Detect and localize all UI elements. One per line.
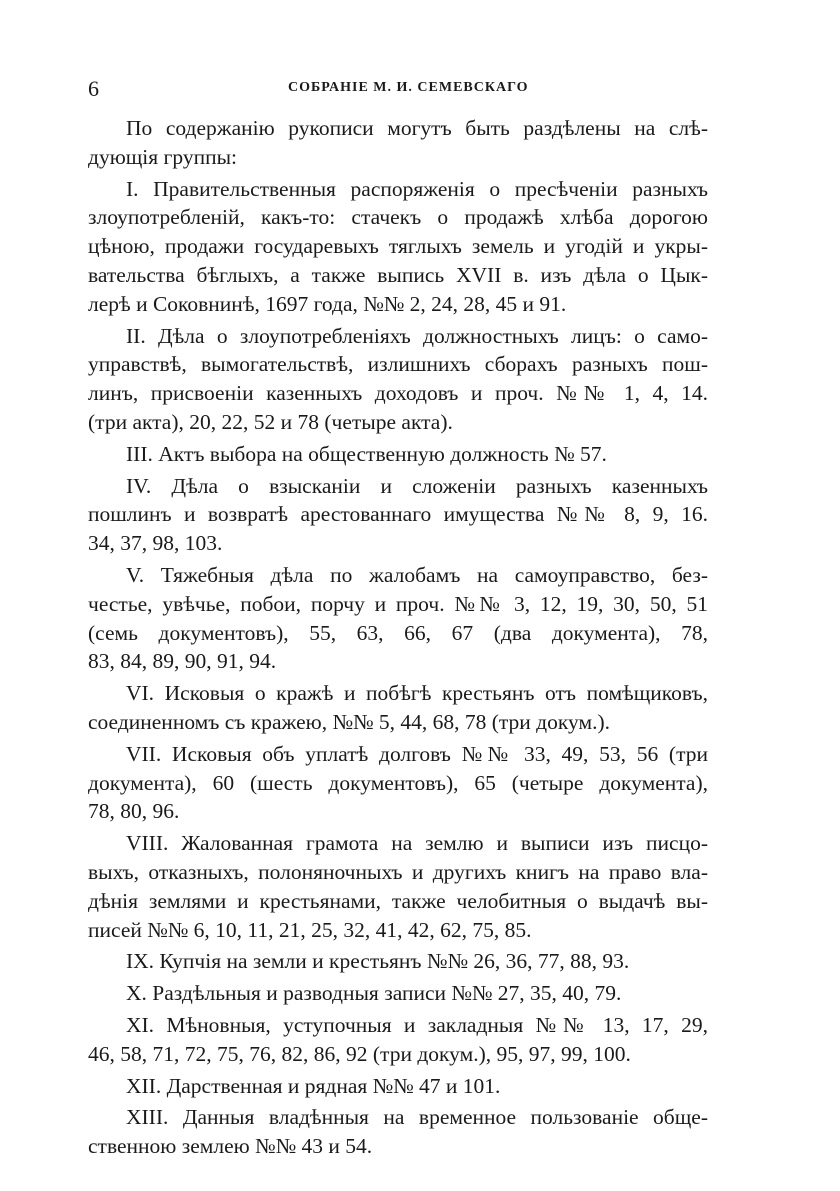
text-line: II. Дѣла о злоупотребленіяхъ должностныхъ лицъ: о само- (126, 323, 708, 348)
paragraph (88, 440, 708, 469)
text-line: пошлинъ и возвратѣ арестованнаго имущества №№ 8, 9, 16. (88, 502, 708, 527)
text-line: 83, 84, 89, 90, 91, 94. (88, 649, 277, 674)
paragraph (88, 679, 708, 737)
text-line: III. Актъ выбора на общественную должность № 57. (126, 441, 607, 466)
paragraph (88, 322, 708, 437)
text-line: ственною землею №№ 43 и 54. (88, 1134, 373, 1159)
text-line: честье, увѣчье, побои, порчу и проч. №№ 3, 12, 19, 30, 50, 51 (88, 591, 708, 616)
paragraph (88, 114, 708, 172)
text-line: 34, 37, 98, 103. (88, 531, 223, 556)
text-line: дѣнія землями и крестьянами, также челобитныя о выдачѣ вы- (88, 888, 708, 913)
text-line: вательства бѣглыхъ, а также выпись XVII в. изъ дѣла о Цык- (88, 262, 708, 287)
running-title: СОБРАНІЕ М. И. СЕМЕВСКАГО (288, 80, 529, 95)
text-line: выхъ, отказныхъ, полоняночныхъ и другихъ книгъ на право вла- (88, 859, 708, 884)
text-line: управствѣ, вымогательствѣ, излишнихъ сборахъ разныхъ пош- (88, 352, 708, 377)
paragraph (88, 1011, 708, 1069)
paragraph (88, 979, 708, 1008)
text-line: писей №№ 6, 10, 11, 21, 25, 32, 41, 42, 62, 75, 85. (88, 917, 532, 942)
paragraph (88, 175, 708, 319)
text-line: X. Раздѣльныя и разводныя записи №№ 27, 35, 40, 79. (126, 981, 622, 1006)
paragraph (88, 740, 708, 826)
text-line: дующія группы: (88, 144, 238, 169)
text-line: соединенномъ съ кражею, №№ 5, 44, 68, 78 (три докум.). (88, 709, 610, 734)
text-line: цѣною, продажи государевыхъ тяглыхъ земель и угодій и укры- (88, 234, 708, 259)
paragraph (88, 829, 708, 944)
paragraph (88, 947, 708, 976)
text-line: IX. Купчія на земли и крестьянъ №№ 26, 36, 77, 88, 93. (126, 949, 630, 974)
paragraph (88, 472, 708, 558)
text-line: VII. Исковыя объ уплатѣ долговъ №№ 33, 49, 53, 56 (три (126, 741, 708, 766)
text-line: IV. Дѣла о взысканіи и сложеніи разныхъ казенныхъ (126, 473, 708, 498)
text-line: XII. Дарственная и рядная №№ 47 и 101. (126, 1073, 501, 1098)
text-line: 78, 80, 96. (88, 799, 180, 824)
text-line: XI. Мѣновныя, уступочныя и закладныя №№ 13, 17, 29, (126, 1012, 708, 1037)
text-line: По содержанію рукописи могутъ быть раздѣлены на слѣ- (126, 116, 708, 140)
body-text (88, 114, 708, 1164)
text-line: 46, 58, 71, 72, 75, 76, 82, 86, 92 (три докум.), 95, 97, 99, 100. (88, 1041, 631, 1066)
text-line: лерѣ и Соковнинѣ, 1697 года, №№ 2, 24, 28, 45 и 91. (88, 291, 567, 316)
text-line: (три акта), 20, 22, 52 и 78 (четыре акта). (88, 409, 453, 434)
text-line: I. Правительственныя распоряженія о пресѣченіи разныхъ (126, 176, 708, 201)
text-line: злоупотребленій, какъ-то: стачекъ о продажѣ хлѣба дорогою (88, 205, 708, 230)
text-line: линъ, присвоеніи казенныхъ доходовъ и проч. №№ 1, 4, 14. (88, 381, 708, 406)
text-line: VIII. Жалованная грамота на землю и выписи изъ писцо- (126, 831, 708, 856)
paragraph (88, 1103, 708, 1161)
text-line: документа), 60 (шесть документовъ), 65 (четыре документа), (88, 770, 708, 795)
text-line: XIII. Данныя владѣнныя на временное пользованіе обще- (126, 1105, 708, 1130)
text-line: VI. Исковыя о кражѣ и побѣгѣ крестьянъ отъ помѣщиковъ, (126, 681, 708, 706)
text-line: V. Тяжебныя дѣла по жалобамъ на самоуправство, без- (126, 562, 708, 587)
paragraph (88, 561, 708, 676)
page-number: 6 (88, 76, 99, 101)
page-header (88, 76, 708, 100)
text-line: (семь документовъ), 55, 63, 66, 67 (два документа), 78, (88, 620, 708, 645)
paragraph (88, 1072, 708, 1101)
